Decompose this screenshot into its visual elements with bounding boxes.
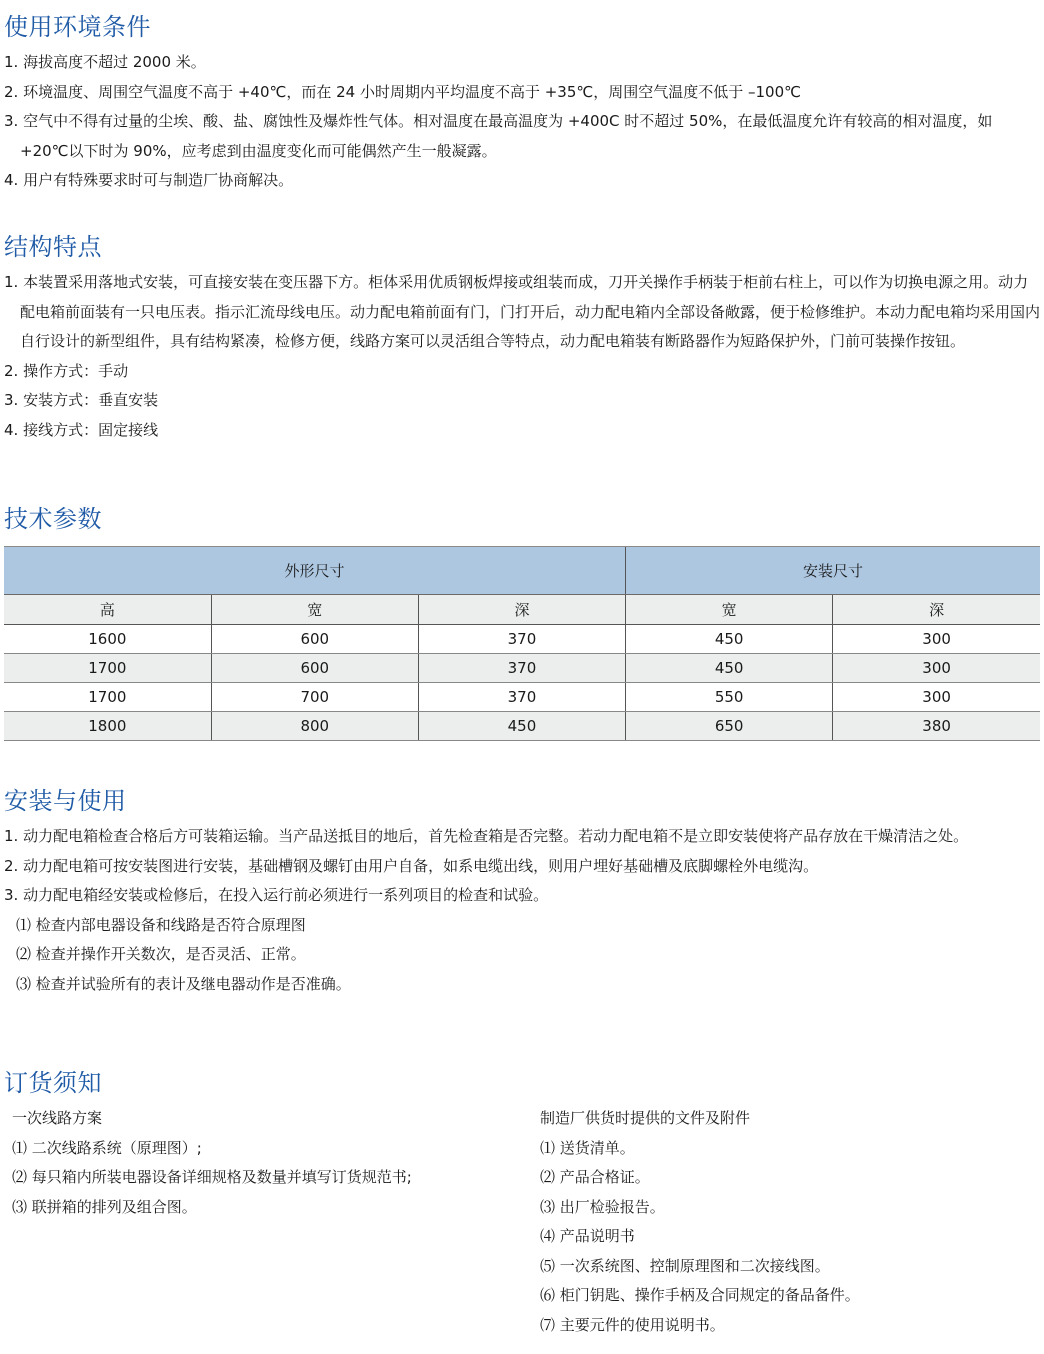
order-left-column <box>12 1104 412 1222</box>
list-subitem: ⑵ 检查并操作开关数次，是否灵活、正常。 <box>16 945 306 963</box>
table-group-header-row <box>4 547 1040 595</box>
list-item: 1. 海拔高度不超过 2000 米。 <box>4 53 206 71</box>
column-header: 高 <box>4 595 211 625</box>
order-left-heading: 一次线路方案 <box>12 1109 103 1127</box>
list-item: ⑺ 主要元件的使用说明书。 <box>540 1315 725 1334</box>
table-row <box>4 712 1040 741</box>
list-item: 2. 环境温度、周围空气温度不高于 +40℃，而在 24 小时周期内平均温度不高于 +35℃，周围空气温度不低于 –100℃ <box>4 82 801 101</box>
table-cell: 370 <box>418 625 625 654</box>
table-cell: 450 <box>626 654 833 683</box>
list-item: 3. 空气中不得有过量的尘埃、酸、盐、腐蚀性及爆炸性气体。相对温度在最高温度为 +400C 时不超过 50%，在最低温度允许有较高的相对温度，如 +20℃以下时为 90%，应考虑到由温度变化而可能偶然产生一般凝露。 <box>4 112 993 160</box>
table-cell: 600 <box>211 654 418 683</box>
table-cell: 550 <box>626 683 833 712</box>
table-cell: 800 <box>211 712 418 741</box>
list-item: 3. 动力配电箱经安装或检修后，在投入运行前必须进行一系列项目的检查和试验。 <box>4 886 549 904</box>
table-cell: 1800 <box>4 712 211 741</box>
order-right-heading: 制造厂供货时提供的文件及附件 <box>540 1109 751 1127</box>
group-header-install-size: 安装尺寸 <box>626 547 1040 595</box>
list-item: ⑴ 二次线路系统（原理图）; <box>12 1138 202 1157</box>
dimensions-table <box>4 546 1040 741</box>
list-item: ⑶ 联拼箱的排列及组合图。 <box>12 1197 197 1216</box>
table-row <box>4 654 1040 683</box>
table-cell: 1600 <box>4 625 211 654</box>
section-title-install: 安装与使用 <box>4 787 127 815</box>
list-item: ⑸ 一次系统图、控制原理图和二次接线图。 <box>540 1256 830 1275</box>
table-cell: 700 <box>211 683 418 712</box>
list-item: 1. 动力配电箱检查合格后方可装箱运输。当产品送抵目的地后，首先检查箱是否完整。若动力配电箱不是立即安装使将产品存放在干燥清洁之处。 <box>4 827 969 845</box>
table-cell: 650 <box>626 712 833 741</box>
table-cell: 370 <box>418 683 625 712</box>
table-cell: 300 <box>833 625 1040 654</box>
column-header: 深 <box>418 595 625 625</box>
list-item: ⑴ 送货清单。 <box>540 1138 635 1157</box>
list-item: 4. 用户有特殊要求时可与制造厂协商解决。 <box>4 171 294 189</box>
table-cell: 1700 <box>4 683 211 712</box>
table-cell: 380 <box>833 712 1040 741</box>
structure-list <box>4 268 1040 445</box>
list-item: ⑹ 柜门钥匙、操作手柄及合同规定的备品备件。 <box>540 1286 860 1304</box>
order-right-column <box>540 1104 860 1340</box>
column-header: 宽 <box>211 595 418 625</box>
list-item: 4. 接线方式：固定接线 <box>4 420 159 439</box>
table-row <box>4 683 1040 712</box>
section-title-environment: 使用环境条件 <box>4 13 151 41</box>
list-item: ⑵ 产品合格证。 <box>540 1168 650 1186</box>
list-subitem: ⑴ 检查内部电器设备和线路是否符合原理图 <box>16 915 306 934</box>
list-item: 2. 操作方式：手动 <box>4 361 129 380</box>
column-header: 深 <box>833 595 1040 625</box>
column-header: 宽 <box>626 595 833 625</box>
table-row <box>4 625 1040 654</box>
table-cell: 1700 <box>4 654 211 683</box>
section-title-order: 订货须知 <box>4 1069 102 1097</box>
list-item: 1. 本装置采用落地式安装，可直接安装在变压器下方。柜体采用优质钢板焊接或组装而成，刀开关操作手柄装于柜前右柱上，可以作为切换电源之用。动力配电箱前面装有一只电压表。指示汇流母线电压。动力配电箱前面有门，门打开后，动力配电箱内全部设备敞露，便于检修维护。本动力配电箱均采用国内自行设计的新型组件，具有结构紧凑，检修方便，线路方案可以灵活组合等特点，动力配电箱装有断路器作为短路保护外，门前可装操作按钮。 <box>4 273 1041 350</box>
environment-list <box>4 48 1040 196</box>
list-item: ⑶ 出厂检验报告。 <box>540 1197 665 1216</box>
group-header-outer-size: 外形尺寸 <box>4 547 626 595</box>
list-item: 2. 动力配电箱可按安装图进行安装，基础槽钢及螺钉由用户自备，如系电缆出线，则用户埋好基础槽及底脚螺栓外电缆沟。 <box>4 856 819 875</box>
table-cell: 450 <box>626 625 833 654</box>
table-cell: 600 <box>211 625 418 654</box>
table-cell: 370 <box>418 654 625 683</box>
table-cell: 300 <box>833 683 1040 712</box>
install-list <box>4 822 1040 999</box>
table-header-row <box>4 595 1040 625</box>
table-cell: 450 <box>418 712 625 741</box>
table-cell: 300 <box>833 654 1040 683</box>
section-title-params: 技术参数 <box>4 505 102 533</box>
list-subitem: ⑶ 检查并试验所有的表计及继电器动作是否准确。 <box>16 974 351 993</box>
section-title-structure: 结构特点 <box>4 233 102 261</box>
list-item: ⑷ 产品说明书 <box>540 1227 635 1245</box>
list-item: 3. 安装方式：垂直安装 <box>4 391 159 409</box>
list-item: ⑵ 每只箱内所装电器设备详细规格及数量并填写订货规范书; <box>12 1168 412 1186</box>
